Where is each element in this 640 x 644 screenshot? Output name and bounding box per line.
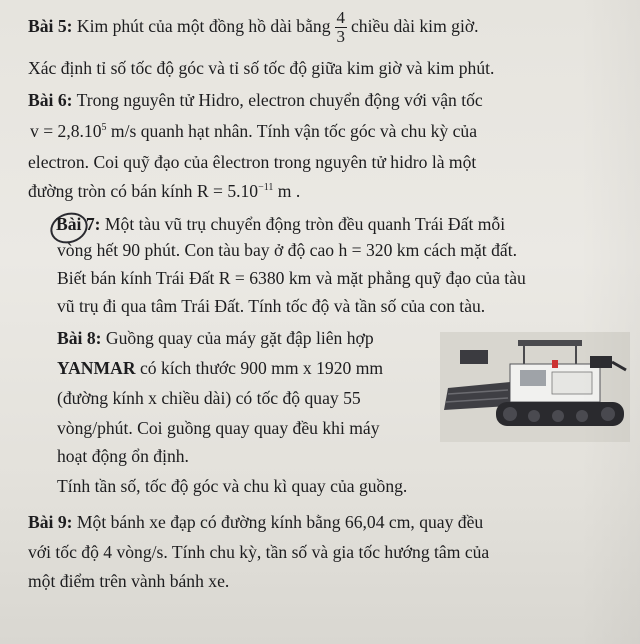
bai8-text-1: Guồng quay của máy gặt đập liên hợp [105,328,374,348]
bai7-line-2 [57,240,517,260]
bai7-line-3 [57,268,526,288]
page-edge-shadow [580,0,640,644]
bai7-label: Bài 7: [56,214,101,234]
radius-expr [197,181,300,201]
bai6-text-4: đường tròn có bán kính [28,181,193,201]
height-expr: h = 320 km [338,240,420,260]
fraction-denominator: 3 [336,27,345,47]
bai5-line-2: Xác định tỉ số tốc độ góc và tỉ số tốc độ giữa kim giờ và kim phút. [28,58,495,78]
bai6-label: Bài 6: [28,90,73,110]
bai5-line-1 [28,6,479,46]
velocity-exponent: 5 [101,122,107,133]
bai8-line-6: Tính tần số, tốc độ góc và chu kì quay của guồng. [57,476,408,496]
bai5-text-1: Kim phút của một đồng hồ dài bằng [76,16,331,36]
bai8-line-5: hoạt động ổn định. [57,446,189,466]
bai5-label: Bài 5: [28,16,73,36]
fraction-numerator: 4 [336,8,345,28]
radius-exponent: −11 [258,182,274,193]
bai9-line-1 [28,512,483,532]
bai9-label: Bài 9: [28,512,73,532]
bai7-text-2b: cách mặt đất. [423,240,517,260]
bai6-line-2 [30,121,477,141]
bai7-text-2: vòng hết 90 phút. Con tàu bay ở độ cao [57,240,335,260]
bai6-text-2: m/s quanh hạt nhân. Tính vận tốc góc và chu kỳ của [110,121,478,141]
bai7-line-4: vũ trụ đi qua tâm Trái Đất. Tính tốc độ và tần số của con tàu. [57,296,486,316]
bai6-line-3: electron. Coi quỹ đạo của êlectron trong nguyên tử hidro là một [28,152,477,172]
bai5-text-1b: chiều dài kim giờ. [351,16,479,36]
bai7-text-3b: và mặt phẳng quỹ đạo của tàu [315,268,526,288]
earth-radius-expr: R = 6380 km [218,268,312,288]
velocity-expr [30,121,107,141]
bai7-text-3: Biết bán kính Trái Đất [57,268,215,288]
bai6-text-1: Trong nguyên tử Hidro, electron chuyển động với vận tốc [76,90,483,110]
radius-unit: m . [277,181,301,201]
fraction-4-3 [335,9,348,46]
radius-base: R = 5.10 [196,181,259,201]
bai9-line-3: một điểm trên vành bánh xe. [28,571,230,591]
bai7-text-1: Một tàu vũ trụ chuyển động tròn đều quanh Trái Đất mỗi [104,214,506,234]
bai8-label: Bài 8: [57,328,102,348]
brand-yanmar: YANMAR [57,358,136,378]
bai9-line-2: với tốc độ 4 vòng/s. Tính chu kỳ, tần số và gia tốc hướng tâm của [28,542,490,562]
bai8-line-3: (đường kính x chiều dài) có tốc độ quay 55 [57,388,361,408]
bai9-text-1: Một bánh xe đạp có đường kính bằng 66,04 cm, quay đều [76,512,484,532]
velocity-base: v = 2,8.10 [30,121,102,141]
bai8-line-4: vòng/phút. Coi guồng quay quay đều khi máy [57,418,380,438]
bai8-line-1 [57,328,374,348]
bai6-line-4 [28,181,300,201]
bai7-line-1 [56,214,505,234]
bai8-line-2 [57,358,383,378]
bai6-line-1 [28,90,483,110]
bai8-text-2: có kích thước 900 mm x 1920 mm [139,358,384,378]
